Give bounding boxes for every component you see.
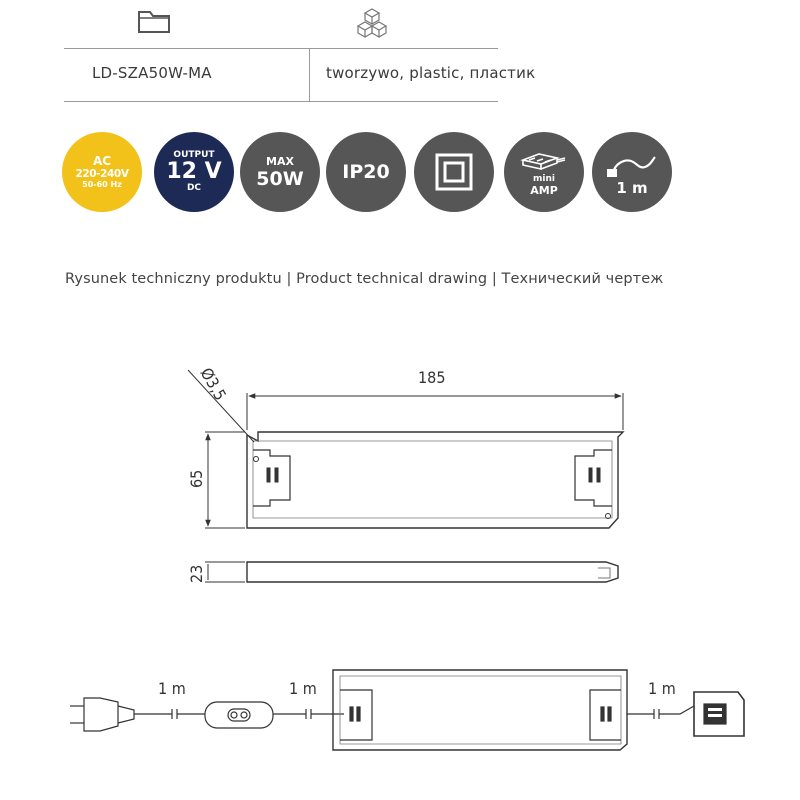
ac-frequency: 50-60 Hz (82, 180, 122, 190)
material-text: tworzywo, plastic, пластик (326, 64, 536, 82)
side-view (205, 562, 618, 582)
cable-right-label: 1 m (648, 679, 676, 698)
drawing-caption: Rysunek techniczny produktu | Product technical drawing | Технический чертеж (65, 271, 664, 287)
height-dimension-label: 65 (187, 469, 206, 488)
height-dimension (205, 432, 245, 528)
plug-icon (70, 698, 134, 731)
hole-dimension-label: Ø3,5 (196, 364, 231, 404)
output-voltage: 12 V (166, 159, 222, 184)
ac-voltage: 220-240V (75, 167, 129, 180)
width-dimension-label: 185 (418, 368, 446, 387)
max-power: 50W (256, 167, 304, 190)
ip-label: IP20 (342, 160, 390, 183)
ac-label: AC (92, 153, 112, 168)
cable-middle-label: 1 m (289, 679, 317, 698)
max-label: MAX (266, 154, 294, 168)
model-number: LD-SZA50W-MA (92, 64, 212, 82)
inline-switch-icon (205, 702, 273, 728)
width-dimension (247, 393, 623, 430)
output-label: OUTPUT (173, 150, 215, 160)
output-connector-icon (694, 692, 744, 736)
amp-label: AMP (530, 184, 558, 197)
mini-label: mini (533, 174, 555, 184)
cable-label: 1 m (616, 178, 648, 197)
cable-left-label: 1 m (158, 679, 186, 698)
driver-body (333, 670, 627, 750)
thickness-dimension-label: 23 (187, 564, 206, 583)
output-dc: DC (186, 183, 202, 193)
top-view (247, 432, 623, 528)
